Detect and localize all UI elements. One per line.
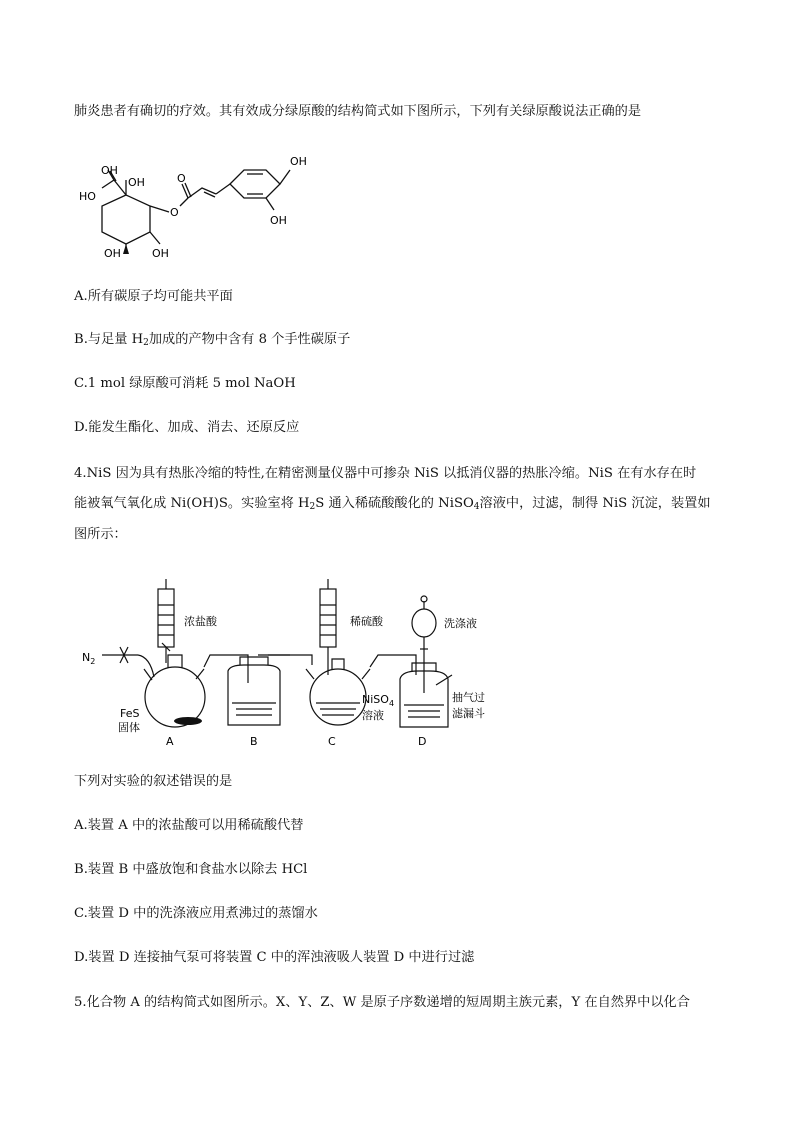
q3-option-c: C.1 mol 绿原酸可消耗 5 mol NaOH xyxy=(74,376,296,391)
structure-ester-o: O xyxy=(170,206,179,219)
label-solution: 溶液 xyxy=(362,709,384,722)
structure-oh-quaternary: OH xyxy=(128,176,145,189)
q4-option-d: D.装置 D 连接抽气泵可将装置 C 中的浑浊液吸人装置 D 中进行过滤 xyxy=(74,950,475,965)
label-conc-hcl: 浓盐酸 xyxy=(184,615,217,628)
q4-option-c: C.装置 D 中的洗涤液应用煮沸过的蒸馏水 xyxy=(74,906,318,921)
q4-line1: 4.NiS 因为具有热胀冷缩的特性,在精密测量仪器中可掺杂 NiS 以抵消仪器的热胀冷缩。NiS 在有水存在时 xyxy=(74,466,697,481)
label-b: B xyxy=(250,735,258,748)
label-solid: 固体 xyxy=(118,721,140,734)
label-n2: $N_2$ xyxy=(82,651,96,666)
structure-ho: HO xyxy=(79,190,96,203)
q3-option-a: A.所有碳原子均可能共平面 xyxy=(74,289,233,304)
label-c: C xyxy=(328,735,336,748)
apparatus-diagram xyxy=(80,575,510,755)
chlorogenic-acid-structure xyxy=(74,140,324,265)
q4-option-b: B.装置 B 中盛放饱和食盐水以除去 HCl xyxy=(74,862,308,877)
label-fes: FeS xyxy=(120,707,140,720)
label-a: A xyxy=(166,735,174,748)
q4-question: 下列对实验的叙述错误的是 xyxy=(74,774,233,789)
structure-oh-top: OH xyxy=(101,164,118,177)
q3-option-d: D.能发生酯化、加成、消去、还原反应 xyxy=(74,420,300,435)
structure-oh-left: OH xyxy=(104,247,121,260)
q4-line2: 能被氧气氧化成 Ni(OH)S。实验室将 $H_2S$ 通入稀硫酸酸化的 NiSO$_4$溶液中，过滤，制得 NiS 沉淀，装置如 xyxy=(74,496,711,512)
label-filter-2: 滤漏斗 xyxy=(452,707,485,720)
label-filter-1: 抽气过 xyxy=(452,691,485,704)
structure-ar-oh-bottom: OH xyxy=(270,214,287,227)
label-dil-h2so4: 稀硫酸 xyxy=(350,615,383,628)
q5-line1: 5.化合物 A 的结构简式如图所示。X、Y、Z、W 是原子序数递增的短周期主族元素，Y 在自然界中以化合 xyxy=(74,995,690,1010)
q4-option-a: A.装置 A 中的浓盐酸可以用稀硫酸代替 xyxy=(74,818,304,833)
label-wash: 洗涤液 xyxy=(444,617,477,630)
q4-line3: 图所示： xyxy=(74,527,127,542)
structure-oh-right: OH xyxy=(152,247,169,260)
q3-intro: 肺炎患者有确切的疗效。其有效成分绿原酸的结构简式如下图所示，下列有关绿原酸说法正确的是 xyxy=(74,104,642,119)
structure-carbonyl-o: O xyxy=(177,172,186,185)
q3-option-b: B.与足量 $H_2$加成的产物中含有 8 个手性碳原子 xyxy=(74,332,351,348)
structure-ar-oh-top: OH xyxy=(290,155,307,168)
label-d: D xyxy=(418,735,427,748)
label-niso4: NiSO$_4$ xyxy=(362,693,395,708)
